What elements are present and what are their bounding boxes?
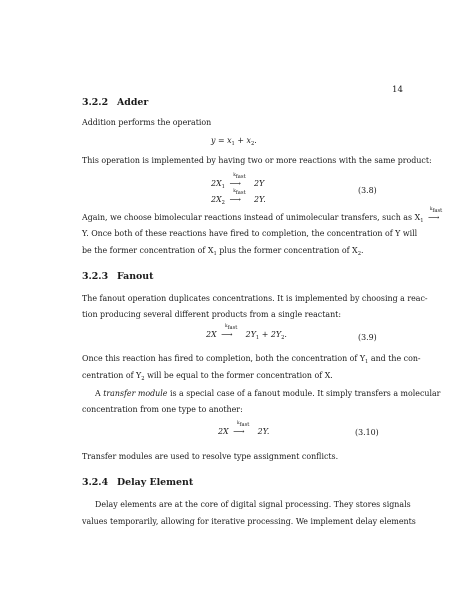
reaction-arrow: $k_{fast}$ ⟶ — [221, 324, 238, 339]
reaction-arrow: $k_{fast}$ ⟶ — [229, 173, 246, 188]
equation-number: (3.9) — [358, 333, 377, 342]
fanout-line-1: The fanout operation duplicates concentrations. It is implemented by choosing a reac- — [82, 294, 428, 303]
section-number: 3.2.2 — [82, 97, 109, 108]
reaction-arrow: $k_{fast}$ ⟶ — [233, 421, 250, 436]
reaction-lhs: 2X — [211, 195, 222, 204]
adder-reaction-1: $2X_1$ $k_{fast}$ ⟶ 2Y — [211, 173, 265, 190]
fanout-after-line-2: centration of $Y_2$ will be equal to the former concentration of X. — [82, 371, 333, 382]
adder-paragraph-line-3: be the former concentration of $X_1$ plus the former concentration of $X_2$. — [82, 246, 364, 257]
adder-equation: $y = x_1 + x_2$. — [211, 136, 257, 147]
reaction-rhs: 2Y — [253, 179, 265, 188]
equation-number: (3.8) — [358, 186, 377, 195]
section-heading-fanout — [82, 271, 153, 282]
section-number: 3.2.3 — [82, 271, 109, 282]
page-number: 14 — [392, 85, 403, 95]
section-heading-adder — [82, 97, 148, 108]
fanout-after-line-1: Once this reaction has fired to completion, both the concentration of $Y_1$ and the con- — [82, 354, 421, 365]
section-number: 3.2.4 — [82, 477, 109, 488]
fanout-equation: 2X $k_{fast}$ ⟶ $2Y_1 + 2Y_2$. — [206, 324, 287, 341]
section-heading-delay — [82, 477, 193, 488]
transfer-line-2: concentration from one type to another: — [82, 405, 243, 414]
reaction-rhs: 2Y. — [253, 195, 266, 204]
equation-tail: . — [254, 136, 257, 145]
adder-implemented-text: This operation is implemented by having two or more reactions with the same product: — [82, 156, 432, 165]
section-title: Delay Element — [117, 477, 194, 488]
adder-paragraph-line-1: Again, we choose bimolecular reactions instead of unimolecular transfers, such as $X_1$ $k_{fast}$ ⟶ — [82, 207, 443, 224]
transfer-equation: 2X $k_{fast}$ ⟶ 2Y. — [218, 421, 270, 436]
fanout-line-2: tion producing several different products from a single reactant: — [82, 310, 341, 319]
adder-intro: Addition performs the operation — [82, 118, 212, 127]
reaction-arrow: $k_{fast}$ ⟶ — [428, 207, 443, 222]
adder-paragraph-line-2: Y. Once both of these reactions have fired to completion, the concentration of Y will — [82, 229, 418, 238]
adder-reaction-2: $2X_2$ $k_{fast}$ ⟶ 2Y. — [211, 189, 266, 206]
delay-line-2: values temporarily, allowing for iterative processing. We implement delay elements — [82, 517, 416, 526]
transfer-closing: Transfer modules are used to resolve type assignment conflicts. — [82, 452, 339, 461]
delay-line-1: Delay elements are at the core of digital signal processing. They stores signals — [95, 500, 411, 509]
reaction-lhs: 2X — [211, 179, 222, 188]
reaction-arrow: $k_{fast}$ ⟶ — [229, 189, 246, 204]
equation-number: (3.10) — [355, 428, 379, 437]
equation-main: y = x — [211, 136, 232, 145]
section-title: Fanout — [117, 271, 154, 282]
transfer-line-1: A transfer module is a special case of a fanout module. It simply transfers a molecular — [95, 389, 441, 398]
section-title: Adder — [117, 97, 149, 108]
